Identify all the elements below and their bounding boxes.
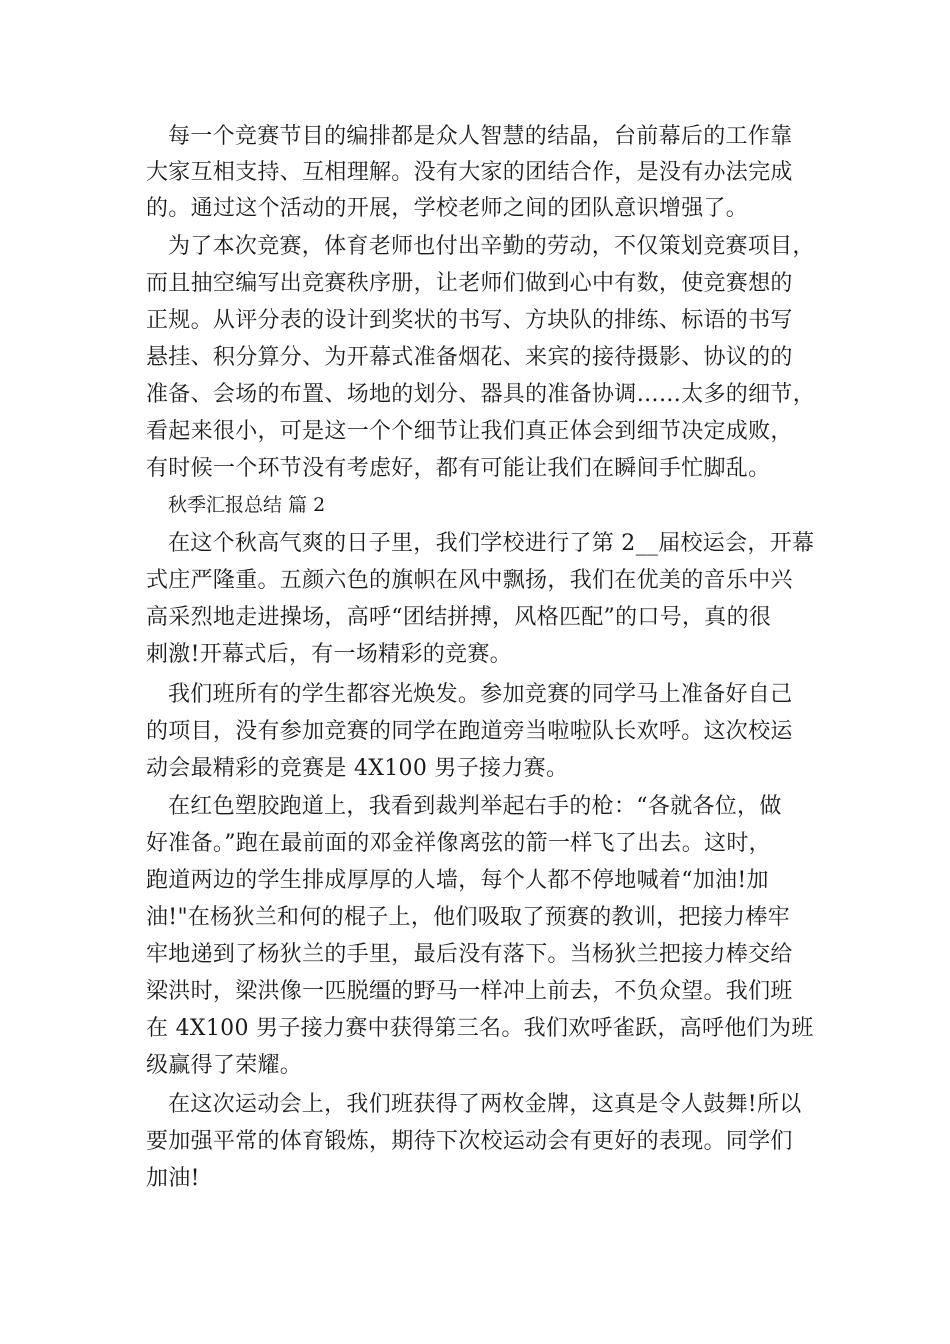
paragraph-line: 在这个秋高气爽的日子里，我们学校进行了第 2__届校运会，开幕	[168, 531, 815, 556]
paragraph-line: 式庄严隆重。五颜六色的旗帜在风中飘扬，我们在优美的音乐中兴	[146, 568, 793, 593]
paragraph-line: 在这次运动会上，我们班获得了两枚金牌，这真是令人鼓舞!所以	[168, 1092, 802, 1117]
paragraph-line: 我们班所有的学生都容光焕发。参加竞赛的同学马上准备好自己	[168, 682, 793, 707]
paragraph-line: 在红色塑胶跑道上，我看到裁判举起右手的枪：“各就各位，做	[168, 794, 782, 819]
paragraph-line: 大家互相支持、互相理解。没有大家的团结合作，是没有办法完成	[146, 160, 793, 185]
paragraph-line: 牢地递到了杨狄兰的手里，最后没有落下。当杨狄兰把接力棒交给	[146, 942, 793, 967]
paragraph-line: 准备、会场的布置、场地的划分、器具的准备协调……太多的细节，	[146, 382, 816, 407]
paragraph-line: 加油!	[146, 1166, 200, 1191]
paragraph-line: 的。通过这个活动的开展，学校老师之间的团队意识增强了。	[146, 196, 749, 221]
paragraph-line: 高采烈地走进操场，高呼“团结拼搏，风格匹配”的口号，真的很	[146, 605, 772, 630]
paragraph-line: 梁洪时，梁洪像一匹脱缰的野马一样冲上前去，不负众望。我们班	[146, 979, 793, 1004]
paragraph-line: 看起来很小，可是这一个个细节让我们真正体会到细节决定成败，	[146, 419, 793, 444]
paragraph-line: 好准备。”跑在最前面的邓金祥像离弦的箭一样飞了出去。这时，	[146, 831, 771, 856]
paragraph-line: 为了本次竞赛，体育老师也付出辛勤的劳动，不仅策划竞赛项目，	[168, 234, 815, 259]
paragraph-line: 级赢得了荣耀。	[146, 1053, 303, 1078]
paragraph-line: 悬挂、积分算分、为开幕式准备烟花、来宾的接待摄影、协议的的	[146, 345, 793, 370]
paragraph-line: 刺激!开幕式后，有一场精彩的竞赛。	[146, 642, 512, 667]
paragraph-line: 油!"在杨狄兰和何的棍子上，他们吸取了预赛的教训，把接力棒牢	[146, 905, 790, 930]
paragraph-line: 的项目，没有参加竞赛的同学在跑道旁当啦啦队长欢呼。这次校运	[146, 719, 793, 744]
paragraph-line: 而且抽空编写出竞赛秩序册，让老师们做到心中有数，使竞赛想的	[146, 271, 793, 296]
paragraph-line: 正规。从评分表的设计到奖状的书写、方块队的排练、标语的书写	[146, 308, 793, 333]
paragraph-line: 在 4X100 男子接力赛中获得第三名。我们欢呼雀跃，高呼他们为班	[146, 1016, 814, 1041]
paragraph-line: 跑道两边的学生排成厚厚的人墙，每个人都不停地喊着“加油!加	[146, 868, 769, 893]
paragraph-line: 有时候一个环节没有考虑好，都有可能让我们在瞬间手忙脚乱。	[146, 456, 771, 481]
section-title: 秋季汇报总结 篇 2	[168, 494, 326, 516]
paragraph-line: 动会最精彩的竞赛是 4X100 男子接力赛。	[146, 756, 569, 781]
paragraph-line: 每一个竞赛节目的编排都是众人智慧的结晶，台前幕后的工作靠	[168, 124, 793, 149]
paragraph-line: 要加强平常的体育锻炼，期待下次校运动会有更好的表现。同学们	[146, 1129, 793, 1154]
